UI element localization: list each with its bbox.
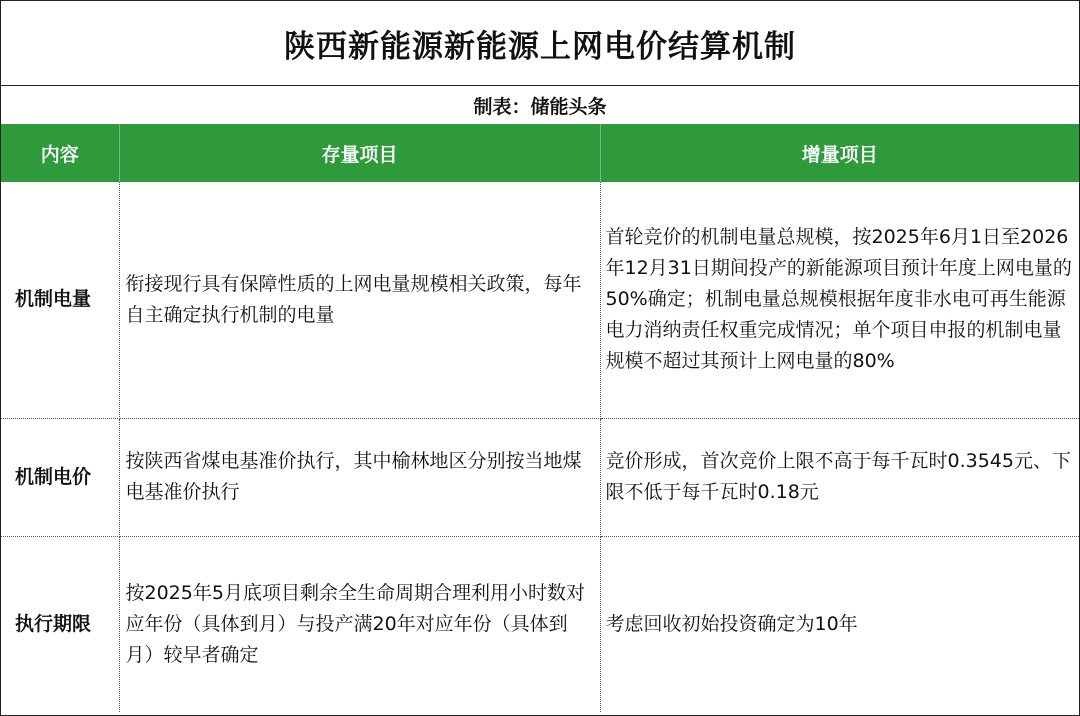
cell-incremental-execution-period: 考虑回收初始投资确定为10年 [605,612,858,635]
table-credit: 制表：储能头条 [473,95,607,118]
cell-incremental-mechanism-volume: 首轮竞价的机制电量总规模，按2025年6月1日至2026年12月31日期间投产的新能源项目预计年度上网电量的50%确定；机制电量总规模根据年度非水电可再生能源电力消纳责任权重完成情况；单个项目申报的机制电量规模不超过其预计上网电量的80% [600,182,1079,418]
cell-incremental-mechanism-price: 竞价形成，首次竞价上限不高于每千瓦时0.3545元、下限不低于每千瓦时0.18元 [600,418,1079,536]
table-row [1,182,1079,418]
row-label-execution-period: 执行期限 [1,536,119,712]
header-existing-projects: 存量项目 [119,124,600,182]
row-label-mechanism-volume: 机制电量 [1,182,119,418]
table-row [1,536,1079,712]
header-content: 内容 [1,124,119,182]
header-incremental-projects: 增量项目 [600,124,1079,182]
table-header-row [1,124,1079,182]
cell-existing-execution-period: 按2025年5月底项目剩余全生命周期合理利用小时数对应年份（具体到月）与投产满20年对应年份（具体到月）较早者确定 [119,536,600,712]
table-row [1,418,1079,536]
cell-existing-mechanism-price: 按陕西省煤电基准价执行，其中榆林地区分别按当地煤电基准价执行 [119,418,600,536]
mechanism-table [1,124,1079,712]
cell-existing-mechanism-volume: 衔接现行具有保障性质的上网电量规模相关政策，每年自主确定执行机制的电量 [119,182,600,418]
row-label-mechanism-price: 机制电价 [1,418,119,536]
page-title: 陕西新能源新能源上网电价结算机制 [1,1,1079,86]
